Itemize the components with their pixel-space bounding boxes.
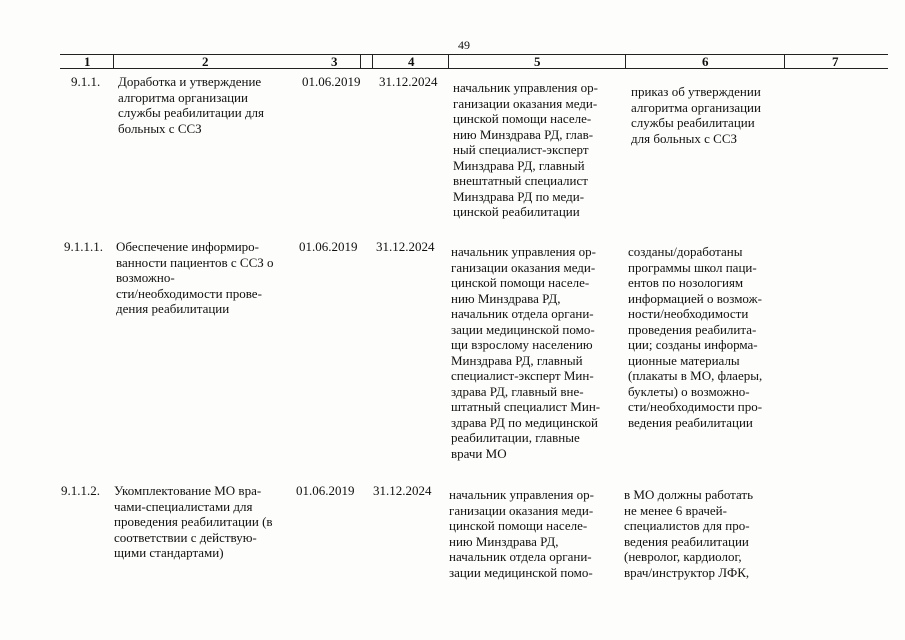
expected-result: приказ об утверждении алгоритма организации службы реабилитации для больных с ССЗ — [631, 84, 761, 146]
expected-result: в МО должны работать не менее 6 врачей- специалистов для про- ведения реабилитации (невролог, кардиолог, врач/инструктор ЛФК, — [624, 487, 754, 580]
header-col-2: 2 — [202, 54, 209, 69]
table-header — [60, 54, 888, 69]
header-col-3: 3 — [331, 54, 338, 69]
header-col-4: 4 — [408, 54, 415, 69]
activity-name: Укомплектование МО вра- чами-специалистами для проведения реабилитации (в соответствии с действую- щими стандартами) — [114, 483, 273, 560]
responsible-persons: начальник управления ор- ганизации оказания меди- цинской помощи населе- нию Минздрава РД, глав- ный специалист-эксперт Минздрава РД, главный внештатный специалист Минздрава РД по меди- цинской реабилитации — [453, 80, 598, 219]
header-col-7: 7 — [832, 54, 839, 69]
start-date: 01.06.2019 — [299, 239, 358, 254]
row-number: 9.1.1.1. — [64, 239, 103, 254]
responsible-persons: начальник управления ор- ганизации оказания меди- цинской помощи населе- нию Минздрава РД, начальник отдела органи- зации медицинской помо- щи взрослому населению Минздрава РД, главный специалист-эксперт Мин- здрава РД, главный вне- штатный специалист Мин- здрава РД по медицинской реабилитации, главные врачи МО — [451, 244, 601, 461]
responsible-persons: начальник управления ор- ганизации оказания меди- цинской помощи населе- нию Минздрава РД, начальник отдела органи- зации медицинской помо- — [449, 487, 594, 580]
activity-name: Обеспечение информиро- ванности пациентов с ССЗ о возможно- сти/необходимости прове- дения реабилитации — [116, 239, 274, 316]
start-date: 01.06.2019 — [296, 483, 355, 498]
header-col-6: 6 — [702, 54, 709, 69]
start-date: 01.06.2019 — [302, 74, 361, 89]
page-number: 49 — [458, 38, 470, 52]
header-col-5: 5 — [534, 54, 541, 69]
row-number: 9.1.1. — [71, 74, 101, 89]
row-number: 9.1.1.2. — [61, 483, 100, 498]
end-date: 31.12.2024 — [379, 74, 438, 89]
end-date: 31.12.2024 — [376, 239, 435, 254]
expected-result: созданы/доработаны программы школ паци- ентов по нозологиям информацией о возмож- ности/необходимости проведения реабилита- ции; созданы информа- ционные материалы (плакаты в МО, флаеры, буклеты) о возможно- сти/необходимости про- ведения реабилитации — [628, 244, 763, 430]
end-date: 31.12.2024 — [373, 483, 432, 498]
activity-name: Доработка и утверждение алгоритма организации службы реабилитации для больных с ССЗ — [118, 74, 265, 136]
header-col-1: 1 — [84, 54, 91, 69]
